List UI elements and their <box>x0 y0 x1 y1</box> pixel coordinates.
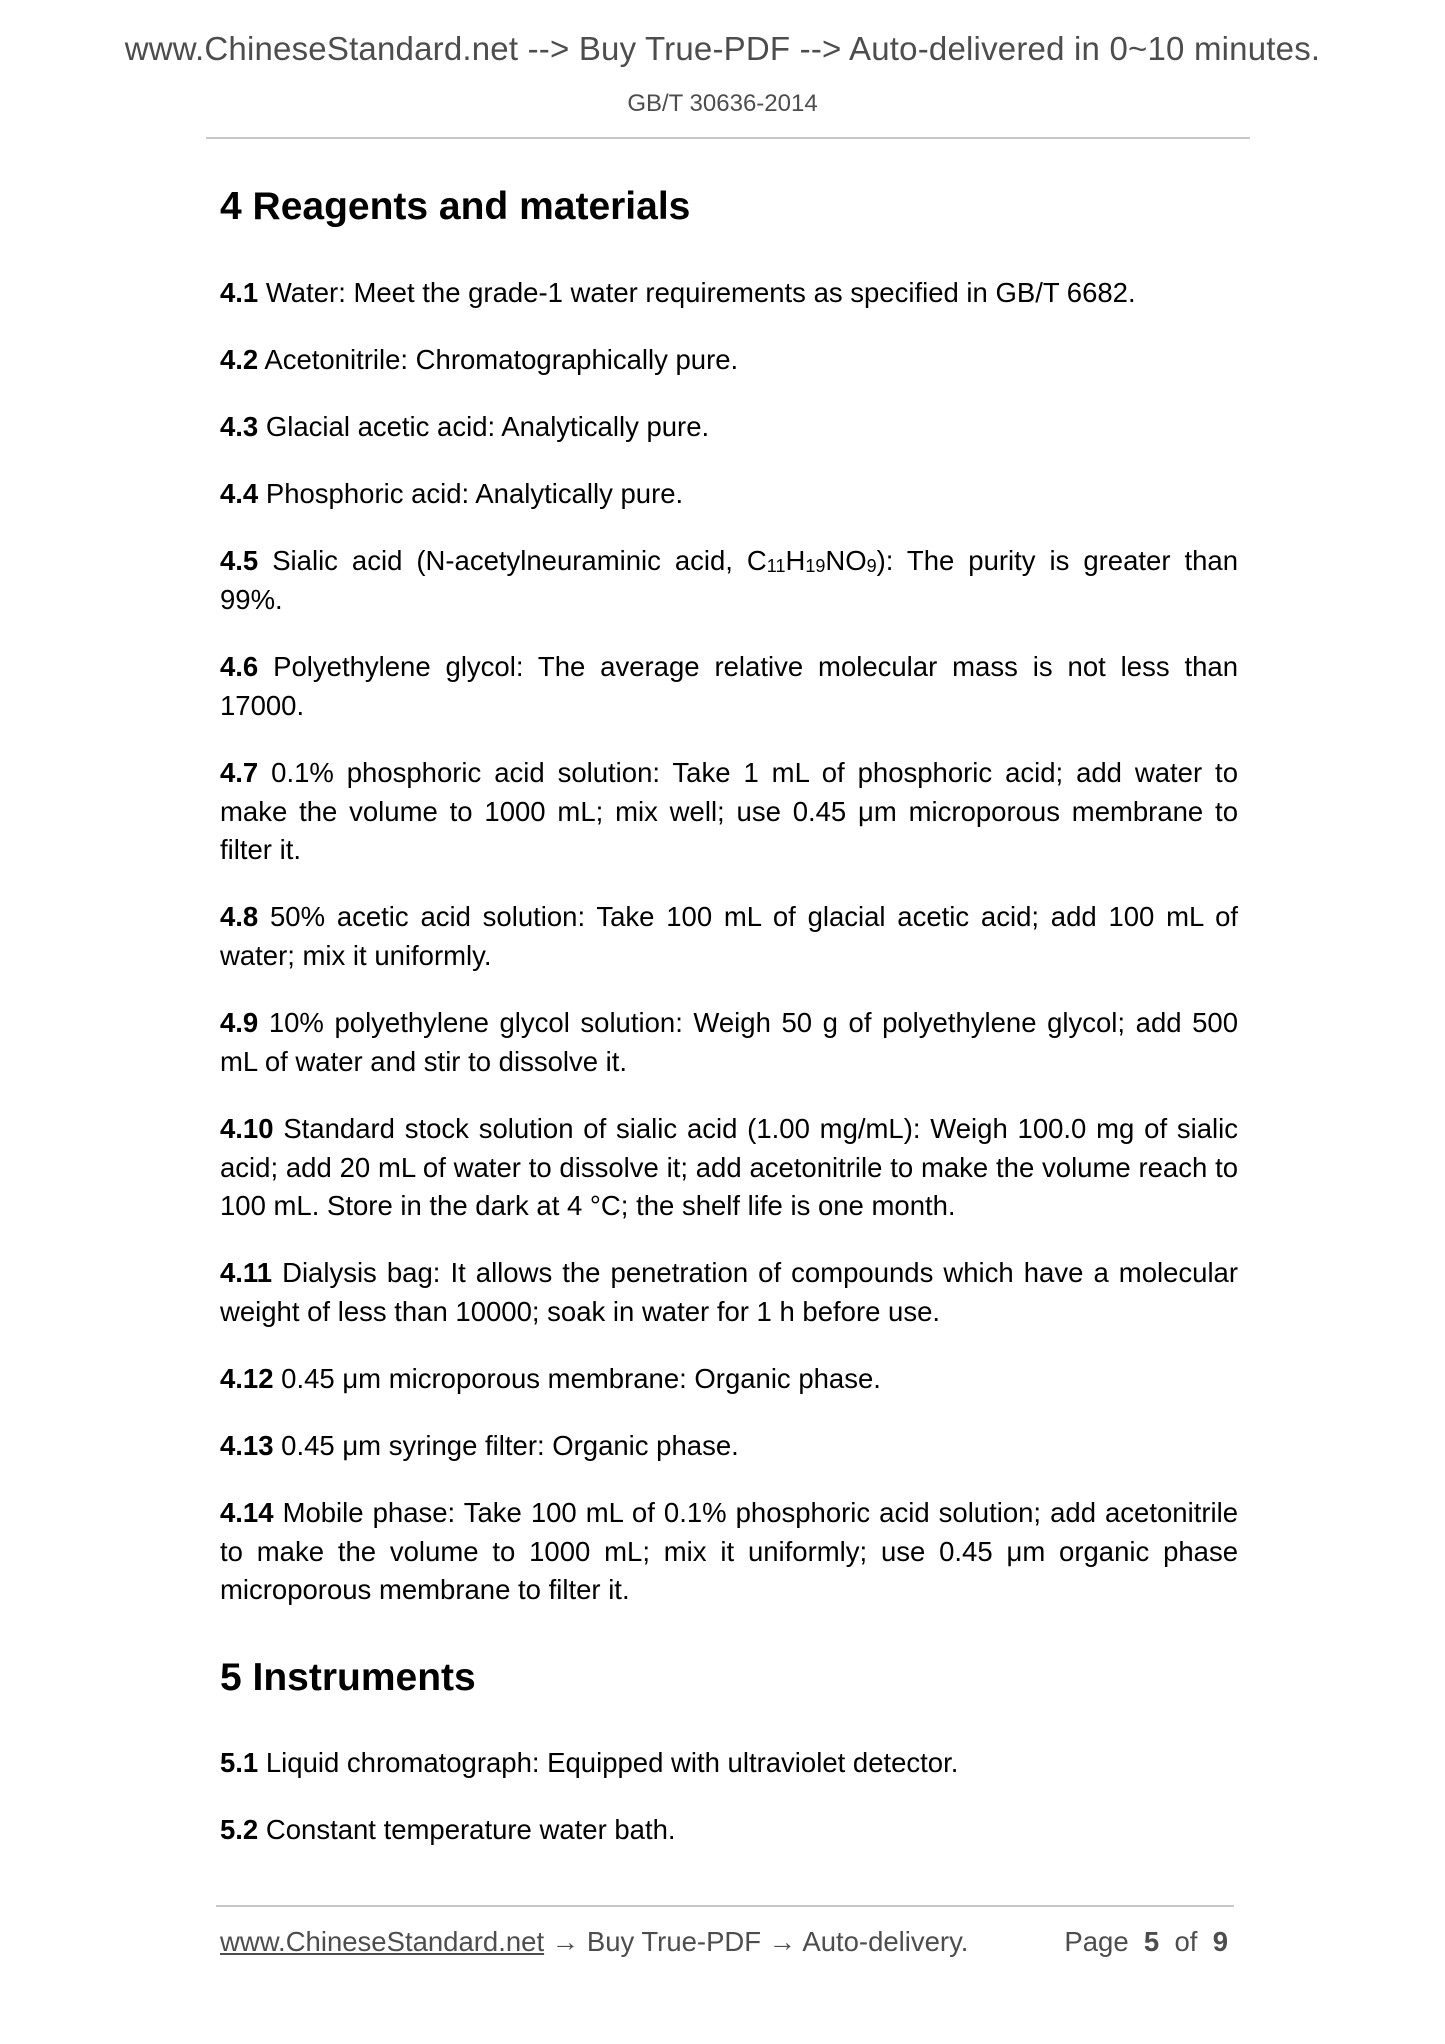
clause-number: 4.14 <box>220 1497 274 1528</box>
clause-number: 4.7 <box>220 757 259 788</box>
section-5-heading: 5 Instruments <box>220 1656 476 1699</box>
page-label: Page <box>1064 1926 1129 1957</box>
clause-text: Polyethylene glycol: The average relative molecular mass is not less than 17000. <box>220 651 1239 721</box>
clause-4-4 <box>220 475 1238 514</box>
clause-number: 4.9 <box>220 1007 259 1038</box>
clause-text: Liquid chromatograph: Equipped with ultraviolet detector. <box>265 1747 959 1778</box>
clause-text: 0.1% phosphoric acid solution: Take 1 mL of phosphoric acid; add water to make the volume to 1000 mL; mix well; use 0.45 μm microporous membrane to filter it. <box>220 757 1238 865</box>
section-4-heading: 4 Reagents and materials <box>220 185 691 228</box>
clause-text: 10% polyethylene glycol solution: Weigh 50 g of polyethylene glycol; add 500 mL of water and stir to dissolve it. <box>220 1007 1239 1077</box>
clause-text: Glacial acetic acid: Analytically pure. <box>265 411 710 442</box>
subscript: 19 <box>805 556 826 576</box>
page-current: 5 <box>1143 1926 1160 1957</box>
clause-number: 4.4 <box>220 478 259 509</box>
standard-number: GB/T 30636-2014 <box>627 90 818 117</box>
clause-number: 4.6 <box>220 651 259 682</box>
clause-4-9 <box>220 1004 1238 1081</box>
formula-part: NO <box>825 545 867 576</box>
subscript: 11 <box>766 556 786 576</box>
clause-number: 4.10 <box>220 1113 274 1144</box>
clause-4-12 <box>220 1360 1238 1399</box>
clause-4-13 <box>220 1427 1238 1466</box>
header-divider <box>206 137 1250 139</box>
clause-text: Mobile phase: Take 100 mL of 0.1% phosphoric acid solution; add acetonitrile to make the volume to 1000 mL; mix it uniformly; use 0.45 μm organic phase microporous membrane to filter it. <box>220 1497 1239 1605</box>
site-banner: www.ChineseStandard.net --> Buy True-PDF --> Auto-delivered in 0~10 minutes. <box>124 30 1321 67</box>
clause-4-8 <box>220 898 1238 975</box>
clause-4-5 <box>220 542 1238 619</box>
clause-number: 4.5 <box>220 545 259 576</box>
clause-text: Dialysis bag: It allows the penetration of compounds which have a molecular weight of less than 10000; soak in water for 1 h before use. <box>220 1257 1239 1327</box>
clause-4-3 <box>220 408 1238 447</box>
clause-number: 4.11 <box>220 1257 273 1288</box>
clause-text: Phosphoric acid: Analytically pure. <box>265 478 684 509</box>
clause-4-11 <box>220 1254 1238 1331</box>
clause-text: Acetonitrile: Chromatographically pure. <box>264 344 739 375</box>
clause-4-1 <box>220 274 1238 313</box>
clause-text: Sialic acid (N-acetylneuraminic acid, C <box>272 545 767 576</box>
clause-4-6 <box>220 648 1238 725</box>
clause-4-2 <box>220 341 1238 380</box>
clause-4-14 <box>220 1494 1238 1610</box>
page-of-label: of <box>1174 1926 1198 1957</box>
clause-number: 4.13 <box>220 1430 274 1461</box>
page-total: 9 <box>1212 1926 1228 1957</box>
clause-text: 50% acetic acid solution: Take 100 mL of glacial acetic acid; add 100 mL of water; mix it uniformly. <box>220 901 1239 971</box>
clause-4-7 <box>220 754 1238 870</box>
clause-text: 0.45 μm microporous membrane: Organic phase. <box>281 1363 881 1394</box>
clause-5-2 <box>220 1811 1238 1850</box>
footer-promo-text: → Buy True-PDF → Auto-delivery. <box>544 1926 969 1957</box>
clause-number: 5.2 <box>220 1814 259 1845</box>
clause-number: 4.3 <box>220 411 259 442</box>
clause-text: Standard stock solution of sialic acid (1.00 mg/mL): Weigh 100.0 mg of sialic acid; add 20 mL of water to dissolve it; add acetonitrile to make the volume reach to 100 mL. Store in the dark at 4 °C; the shelf life is one month. <box>220 1113 1238 1221</box>
subscript: 9 <box>866 556 877 576</box>
clause-number: 4.12 <box>220 1363 274 1394</box>
clause-4-10 <box>220 1110 1238 1226</box>
clause-text: Constant temperature water bath. <box>265 1814 676 1845</box>
clause-5-1 <box>220 1744 1238 1783</box>
clause-text: 0.45 μm syringe filter: Organic phase. <box>281 1430 739 1461</box>
formula-part: H <box>785 545 806 576</box>
footer-site-link[interactable]: www.ChineseStandard.net <box>220 1926 545 1957</box>
clause-number: 5.1 <box>220 1747 259 1778</box>
footer-promo <box>220 1926 968 1958</box>
page-indicator <box>1064 1926 1228 1958</box>
clause-number: 4.8 <box>220 901 259 932</box>
clause-text: Water: Meet the grade-1 water requirements as specified in GB/T 6682. <box>265 277 1136 308</box>
clause-number: 4.1 <box>220 277 259 308</box>
footer-divider <box>216 1905 1234 1907</box>
clause-number: 4.2 <box>220 344 259 375</box>
clause-text: ): The purity is greater than 99%. <box>220 545 1238 615</box>
